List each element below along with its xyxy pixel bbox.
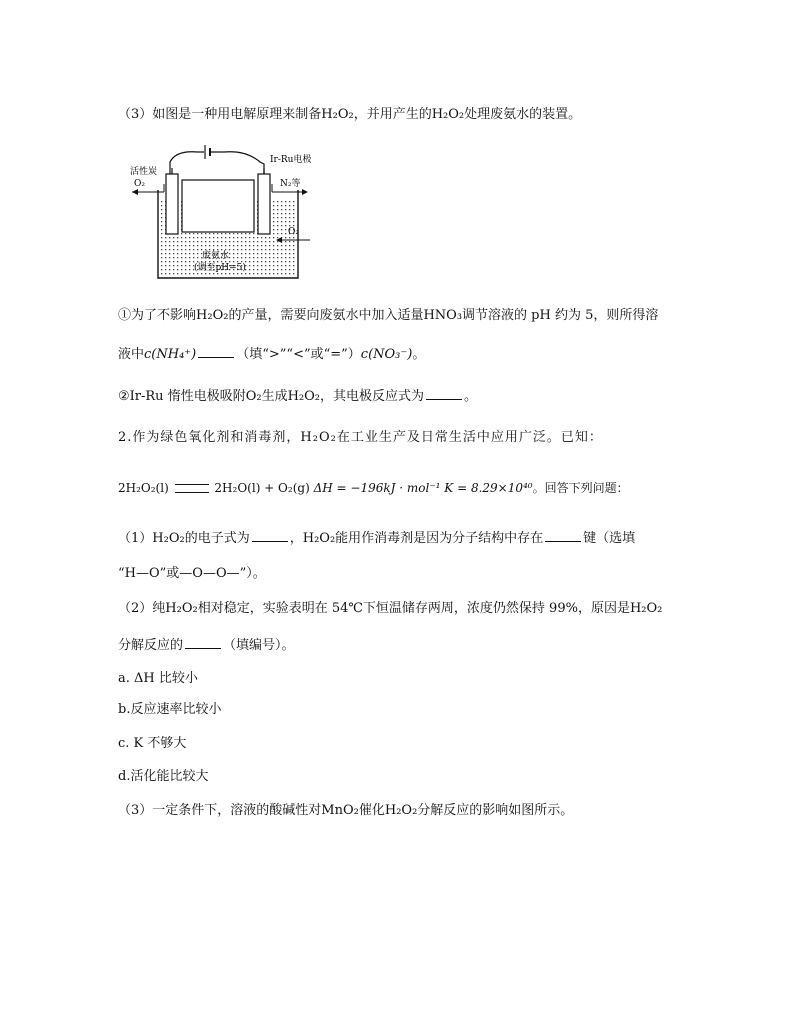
option-d: d.活化能比较大	[118, 769, 209, 784]
label-activated-carbon: 活性炭	[130, 167, 158, 177]
electrolysis-diagram	[128, 140, 314, 288]
formula-c-no3: c(NO₃⁻)	[360, 347, 413, 362]
eq-k: K = 8.29×10⁴⁰	[444, 481, 533, 495]
formula-h2o2: H₂O₂	[152, 531, 185, 546]
eq-delta-h: ΔH = −196kJ · mol⁻¹	[313, 481, 441, 495]
option-a: a. ΔH 比较小	[118, 671, 198, 686]
text: 液中	[118, 347, 145, 362]
formula-h2o2: H₂O₂	[287, 389, 321, 404]
text: （3）一定条件下，溶液的酸碱性对	[118, 803, 322, 818]
q2-part3-line	[118, 802, 573, 820]
formula-h2o2: H₂O₂	[629, 601, 663, 616]
text: ，其电极反应式为	[320, 389, 425, 404]
text: 处理废氨水的装置。	[464, 107, 582, 122]
diagram-svg	[128, 140, 314, 288]
answer-blank[interactable]	[252, 530, 288, 542]
option-c: c. K 不够大	[118, 736, 187, 751]
text: ，	[289, 531, 303, 546]
label-o2-right: O₂	[288, 227, 299, 237]
text: 能用作消毒剂是因为分子结构中存在	[335, 531, 544, 546]
q3-intro-line	[118, 106, 581, 124]
text: 的产量，需要向废氨水中加入适量	[228, 308, 424, 323]
text: 键（选填	[583, 531, 636, 546]
formula-hno3: HNO₃	[423, 308, 463, 323]
formula-c-nh4: c(NH₄⁺)	[144, 347, 197, 362]
answer-blank[interactable]	[185, 637, 221, 649]
answer-blank[interactable]	[198, 346, 234, 358]
formula-o2: O₂	[245, 389, 262, 404]
q3-part1-line2	[118, 346, 425, 364]
text: 生成	[261, 389, 288, 404]
eq-rhs: 2H₂O(l) + O₂(g)	[214, 481, 310, 495]
text: 调节溶液的 pH 约为 5，则所得溶	[462, 308, 659, 323]
eq-arrow	[175, 484, 209, 493]
formula-h2o2: H₂O₂	[196, 308, 229, 323]
answer-blank[interactable]	[426, 388, 462, 400]
ir-ru-electrode	[258, 174, 270, 234]
label-ir-ru: Ir-Ru电极	[270, 155, 312, 165]
eq-lhs: 2H₂O₂(l)	[118, 481, 169, 495]
text: （填“>”“<”或“=”）	[236, 347, 361, 362]
text: （2）纯	[118, 601, 166, 616]
text: （1）	[118, 531, 153, 546]
text: （填编号）。	[223, 638, 295, 653]
formula-mno2: MnO₂	[321, 803, 359, 818]
text: ②Ir-Ru 惰性电极吸附	[118, 389, 246, 404]
carbon-electrode	[166, 174, 178, 234]
text: 相对稳定，实验表明在 54℃下恒温储存两周，浓度仍然保持 99%，原因是	[197, 601, 630, 616]
text: （3）如图是一种用电解原理来制备	[118, 107, 322, 122]
text: 2.作为绿色氧化剂和消毒剂，	[118, 430, 301, 445]
text: 。	[464, 389, 478, 404]
q2-intro-line	[118, 429, 603, 447]
formula-h2o2: H₂O₂	[165, 601, 198, 616]
q2-part1-line2	[118, 565, 266, 583]
text: 。	[412, 347, 426, 362]
text: 分解反应的影响如图所示。	[417, 803, 574, 818]
formula-h2o2: H₂O₂	[300, 430, 337, 445]
text: 催化	[358, 803, 385, 818]
reaction-equation	[118, 479, 629, 497]
text: ①为了不影响	[118, 308, 197, 323]
formula-h2o2: H₂O₂	[321, 107, 354, 122]
q2-part2-line1	[118, 600, 662, 618]
q2-part1-line1	[118, 530, 635, 548]
text: 分解反应的	[118, 638, 184, 653]
label-n2: N₂等	[280, 179, 301, 189]
q3-part1-line1	[118, 307, 658, 325]
formula-h2o2: H₂O₂	[431, 107, 465, 122]
label-ph: (调至pH=5)	[194, 263, 246, 273]
text: ，并用产生的	[353, 107, 432, 122]
option-b: b.反应速率比较小	[118, 702, 222, 717]
q3-part2-line	[118, 388, 477, 406]
text: “H—O”或—O—O—”）。	[118, 566, 266, 581]
answer-blank[interactable]	[545, 530, 581, 542]
text: 的电子式为	[184, 531, 250, 546]
label-o2-left: O₂	[134, 179, 145, 189]
label-solution: 废氨水	[202, 251, 230, 261]
formula-h2o2: H₂O₂	[302, 531, 336, 546]
text: 。回答下列问题：	[532, 481, 629, 495]
formula-h2o2: H₂O₂	[384, 803, 418, 818]
q2-part2-line2	[118, 637, 295, 655]
text: 在工业生产及日常生活中应用广泛。已知：	[336, 430, 603, 445]
